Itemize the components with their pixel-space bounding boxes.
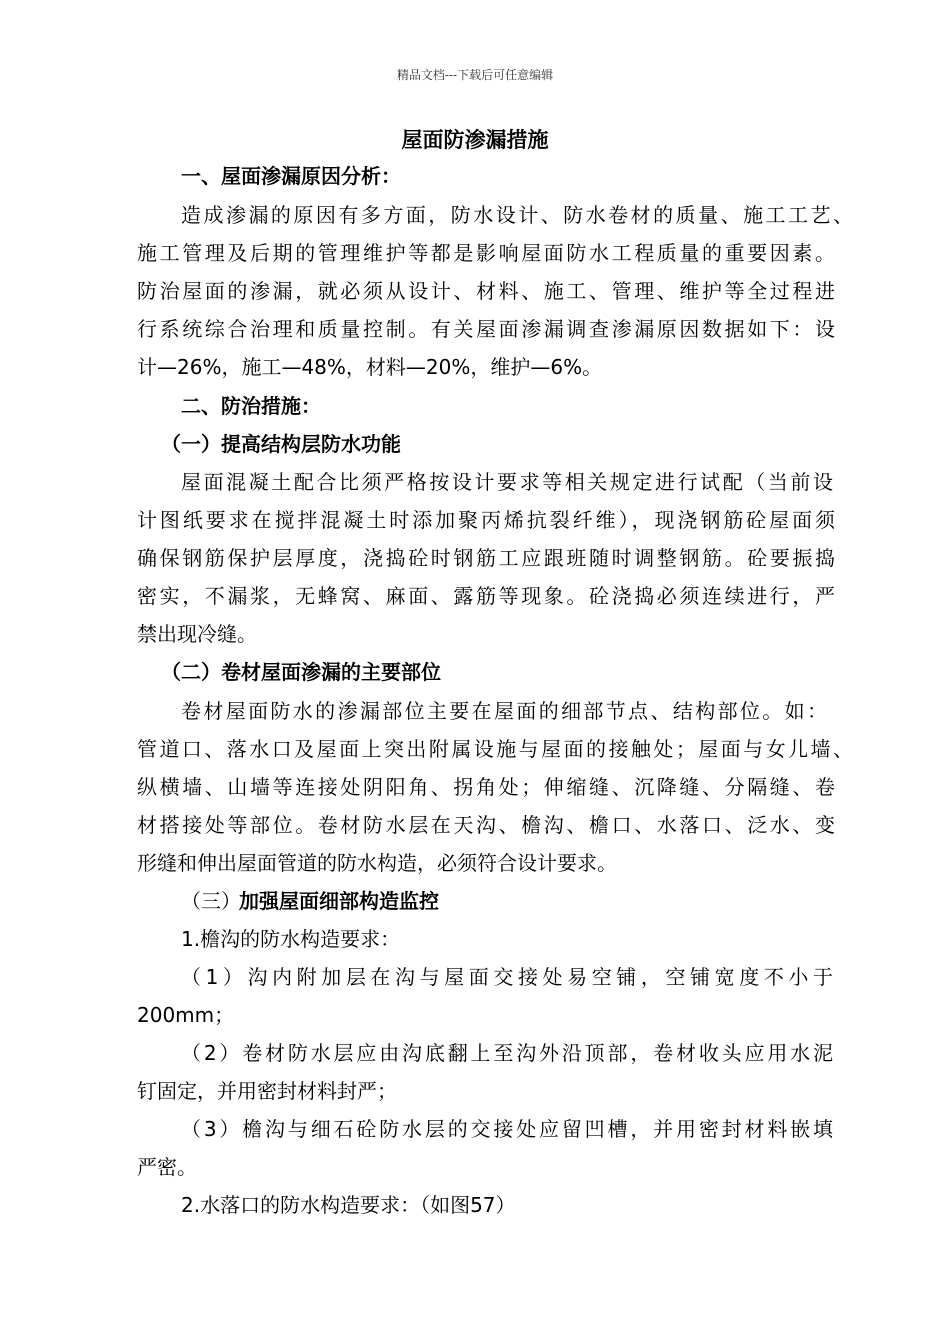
list-item-line: （1）沟内附加层在沟与屋面交接处易空铺，空铺宽度不小于 bbox=[181, 965, 833, 989]
paragraph-line: 密实，不漏浆，无蜂窝、麻面、露筋等现象。砼浇捣必须连续进行，严 bbox=[137, 584, 835, 608]
list-item-line: （2）卷材防水层应由沟底翻上至沟外沿顶部，卷材收头应用水泥 bbox=[181, 1041, 833, 1065]
paragraph-line: 确保钢筋保护层厚度，浇捣砼时钢筋工应跟班随时调整钢筋。砼要振捣 bbox=[137, 546, 835, 570]
paragraph-line: 行系统综合治理和质量控制。有关屋面渗漏调查渗漏原因数据如下：设 bbox=[137, 317, 835, 341]
paragraph-line: 防治屋面的渗漏，就必须从设计、材料、施工、管理、维护等全过程进 bbox=[137, 279, 835, 303]
list-item-line: 钉固定，并用密封材料封严； bbox=[137, 1079, 397, 1103]
paragraph-line: 材搭接处等部位。卷材防水层在天沟、檐沟、檐口、水落口、泛水、变 bbox=[137, 813, 835, 837]
paragraph-line: 计—26%，施工—48%，材料—20%，维护—6%。 bbox=[137, 355, 603, 379]
list-item-line: （3）檐沟与细石砼防水层的交接处应留凹槽，并用密封材料嵌填 bbox=[181, 1117, 833, 1141]
paragraph-line: 屋面混凝土配合比须严格按设计要求等相关规定进行试配（当前设 bbox=[181, 470, 833, 494]
subsection-heading-1: （一）提高结构层防水功能 bbox=[161, 432, 401, 456]
section-heading-1: 一、屋面渗漏原因分析： bbox=[181, 164, 401, 188]
paragraph-line: 形缝和伸出屋面管道的防水构造，必须符合设计要求。 bbox=[137, 851, 617, 875]
list-item-heading: 1.檐沟的防水构造要求： bbox=[181, 927, 401, 951]
paragraph-line: 管道口、落水口及屋面上突出附属设施与屋面的接触处；屋面与女儿墙、 bbox=[137, 737, 853, 761]
paragraph-line: 计图纸要求在搅拌混凝土时添加聚丙烯抗裂纤维），现浇钢筋砼屋面须 bbox=[137, 508, 835, 532]
paragraph-line: 造成渗漏的原因有多方面，防水设计、防水卷材的质量、施工工艺、 bbox=[181, 203, 853, 227]
list-item-line: 200mm； bbox=[137, 1003, 235, 1027]
list-item-heading: 2.水落口的防水构造要求：（如图57） bbox=[181, 1193, 516, 1217]
list-item-line: 严密。 bbox=[137, 1155, 197, 1179]
header-note: 精品文档---下载后可任意编辑 bbox=[396, 68, 554, 82]
paragraph-line: 卷材屋面防水的渗漏部位主要在屋面的细部节点、结构部位。如： bbox=[181, 699, 827, 723]
paragraph-line: 纵横墙、山墙等连接处阴阳角、拐角处；伸缩缝、沉降缝、分隔缝、卷 bbox=[137, 775, 835, 799]
paragraph-line: 施工管理及后期的管理维护等都是影响屋面防水工程质量的重要因素。 bbox=[137, 241, 835, 265]
paragraph-line: 禁出现冷缝。 bbox=[137, 622, 257, 646]
section-heading-2: 二、防治措施： bbox=[181, 394, 321, 418]
document-title: 屋面防渗漏措施 bbox=[401, 127, 549, 152]
subsection-heading-3: （三）加强屋面细部构造监控 bbox=[181, 889, 439, 913]
subsection-heading-2: （二）卷材屋面渗漏的主要部位 bbox=[161, 660, 441, 684]
